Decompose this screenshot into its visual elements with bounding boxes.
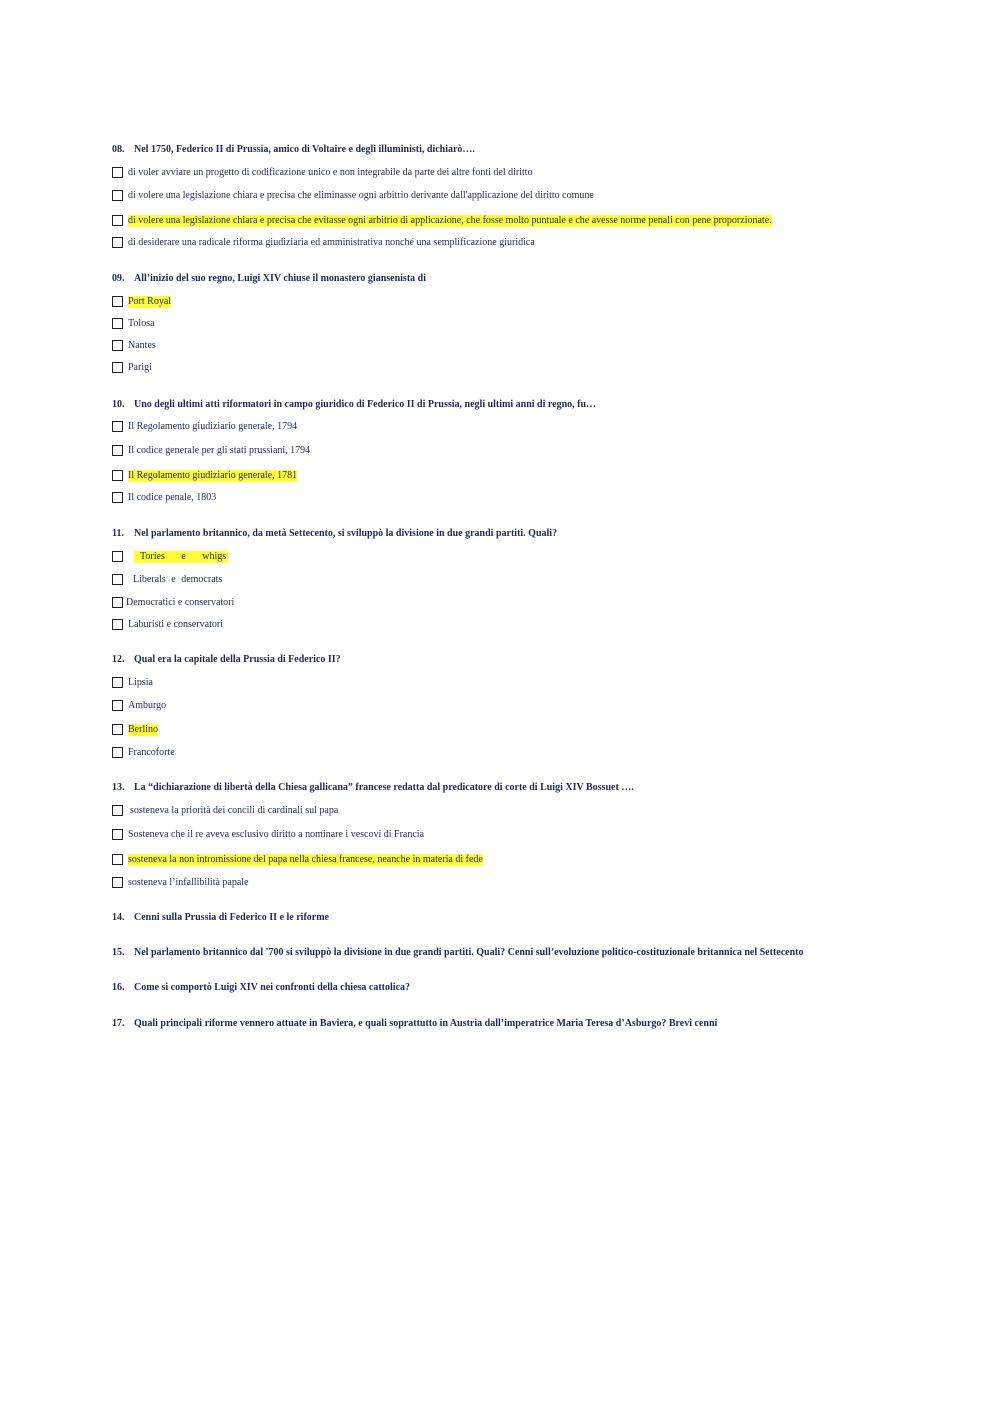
question-16 <box>112 982 410 993</box>
question-number: 15. <box>112 947 125 958</box>
question-text: La “dichiarazione di libertà della Chiesa gallicana” francese redatta dal predicatore di corte di Luigi XIV Bossuet …. <box>134 782 634 793</box>
option-text-highlighted: di volere una legislazione chiara e precisa che evitasse ogni arbitrio di applicazione, che fosse molto puntuale e che avesse norme penali con pene proporzionate. <box>128 215 772 226</box>
checkbox[interactable] <box>112 421 123 432</box>
question-10 <box>112 399 596 410</box>
option-text-highlighted: Berlino <box>128 724 158 735</box>
question-number: 13. <box>112 782 125 793</box>
checkbox[interactable] <box>112 747 123 758</box>
option-text: Amburgo <box>128 700 167 711</box>
question-text: Quali principali riforme vennero attuate in Baviera, e quali soprattutto in Austria dall’imperatrice Maria Teresa d’Asburgo? Brevi cenni <box>134 1018 718 1029</box>
question-text: Cenni sulla Prussia di Federico II e le riforme <box>134 912 329 923</box>
checkbox[interactable] <box>112 215 123 226</box>
option-text: Il Regolamento giudiziario generale, 1794 <box>128 421 298 432</box>
question-11 <box>112 528 557 539</box>
checkbox[interactable] <box>112 677 123 688</box>
checkbox[interactable] <box>112 492 123 503</box>
option-text: di volere una legislazione chiara e precisa che eliminasse ogni arbitrio derivante dall'applicazione del diritto comune <box>128 190 594 201</box>
option-text: Il codice generale per gli stati prussiani, 1794 <box>128 445 311 456</box>
question-13 <box>112 782 634 793</box>
option-text: di voler avviare un progetto di codificazione unico e non integrabile da parte dei altre fonti del diritto <box>128 167 533 178</box>
checkbox[interactable] <box>112 445 123 456</box>
question-12 <box>112 654 341 665</box>
checkbox[interactable] <box>112 854 123 865</box>
option-text: Parigi <box>128 362 152 373</box>
option-text: Laburisti e conservatori <box>128 619 223 630</box>
checkbox[interactable] <box>112 829 123 840</box>
question-14 <box>112 912 329 923</box>
option-text: Democratici e conservatori <box>126 597 235 608</box>
option-text: Tolosa <box>128 318 155 329</box>
checkbox[interactable] <box>112 362 123 373</box>
question-number: 08. <box>112 144 125 155</box>
option-text: Nantes <box>128 340 156 351</box>
checkbox[interactable] <box>112 340 123 351</box>
question-15 <box>112 947 803 958</box>
question-text: Nel parlamento britannico, da metà Settecento, si sviluppò la divisione in due grandi partiti. Quali? <box>134 528 558 539</box>
question-number: 14. <box>112 912 125 923</box>
question-number: 10. <box>112 399 125 410</box>
checkbox[interactable] <box>112 237 123 248</box>
option-text-highlighted: Port Royal <box>128 296 172 307</box>
question-08 <box>112 144 475 155</box>
option-text: Francoforte <box>128 747 175 758</box>
option-text: sosteneva la priorità dei concili di cardinali sul papa <box>130 805 339 816</box>
option-text-highlighted: Tories e whigs <box>134 551 228 563</box>
question-text: Come si comportò Luigi XIV nei confronti della chiesa cattolica? <box>134 982 410 993</box>
checkbox[interactable] <box>112 877 123 888</box>
question-text: Qual era la capitale della Prussia di Federico II? <box>134 654 341 665</box>
option-text: Sosteneva che il re aveva esclusivo diritto a nominare i vescovi di Francia <box>128 829 425 840</box>
checkbox[interactable] <box>112 597 123 608</box>
question-number: 09. <box>112 273 125 284</box>
question-text: Uno degli ultimi atti riformatori in campo giuridico di Federico II di Prussia, negli ultimi anni di regno, fu… <box>134 399 597 410</box>
question-number: 16. <box>112 982 125 993</box>
checkbox[interactable] <box>112 190 123 201</box>
checkbox[interactable] <box>112 167 123 178</box>
checkbox[interactable] <box>112 470 123 481</box>
question-number: 12. <box>112 654 125 665</box>
option-text: di desiderare una radicale riforma giudiziaria ed amministrativa nonché una semplificazione giuridica <box>128 237 535 248</box>
question-text: Nel 1750, Federico II di Prussia, amico di Voltaire e degli illuministi, dichiarò…. <box>134 144 475 155</box>
checkbox[interactable] <box>112 724 123 735</box>
question-text: Nel parlamento britannico dal '700 si sviluppò la divisione in due grandi partiti. Quali? Cenni sull’evoluzione politico-costituzionale britannica nel Settecento <box>134 947 804 958</box>
checkbox[interactable] <box>112 700 123 711</box>
question-number: 17. <box>112 1018 125 1029</box>
question-number: 11. <box>112 528 124 539</box>
question-09 <box>112 273 426 284</box>
option-text-highlighted: Il Regolamento giudiziario generale, 1781 <box>128 470 298 481</box>
option-text: Lipsia <box>128 677 153 688</box>
checkbox[interactable] <box>112 805 123 816</box>
checkbox[interactable] <box>112 574 123 585</box>
option-text: Liberals e democrats <box>133 574 223 585</box>
checkbox[interactable] <box>112 318 123 329</box>
option-text: Il codice penale, 1803 <box>128 492 217 503</box>
question-17 <box>112 1018 717 1029</box>
checkbox[interactable] <box>112 296 123 307</box>
checkbox[interactable] <box>112 551 123 562</box>
option-text-highlighted: sosteneva la non intromissione del papa nella chiesa francese, neanche in materia di fede <box>128 854 483 865</box>
question-text: All’inizio del suo regno, Luigi XIV chiuse il monastero giansenista di <box>134 273 426 284</box>
checkbox[interactable] <box>112 619 123 630</box>
option-text: sosteneva l’infallibilità papale <box>128 877 249 888</box>
